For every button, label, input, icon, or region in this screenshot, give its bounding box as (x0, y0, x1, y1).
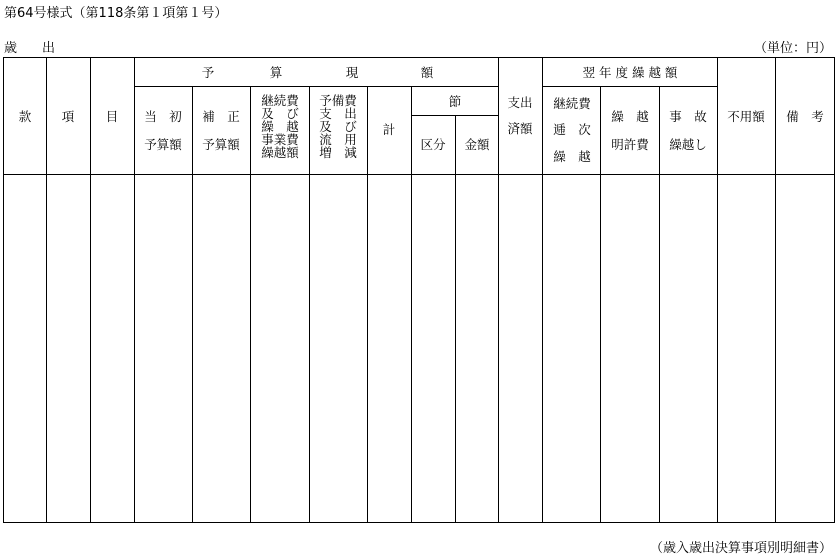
header-yobihi-line-4: 流 用 (319, 132, 357, 147)
header-keizoku-line-1: 継続費 (261, 93, 299, 108)
header-teiji-line-1: 継続費 (553, 96, 591, 111)
header-yobihi-line-2: 支 出 (319, 106, 357, 121)
header-hosei-line-1: 補 正 (202, 109, 240, 124)
header-bikou: 備 考 (786, 109, 824, 124)
header-jiko-line-2: 繰越し (669, 137, 707, 152)
header-yosan-char-3: 現 (345, 65, 359, 80)
header-yosan-char-1: 予 (201, 65, 215, 80)
header-yosan-char-4: 額 (420, 65, 434, 80)
header-moku: 目 (105, 109, 119, 124)
header-kan: 款 (18, 109, 32, 124)
footer-label: （歳入歳出決算事項別明細書） (649, 541, 832, 556)
header-yokunendo: 翌 年 度 繰 越 額 (582, 65, 678, 80)
unit-label: （単位：円） (753, 41, 832, 56)
header-hosei-line-2: 予算額 (202, 137, 240, 152)
header-jiko-line-1: 事 故 (669, 109, 707, 124)
table-grid-lines (4, 58, 835, 523)
header-shishutsu-line-1: 支出 (507, 95, 533, 110)
header-yobihi-line-1: 予備費 (319, 93, 357, 108)
header-meikyo-line-2: 明許費 (611, 137, 649, 152)
header-tousho-line-2: 予算額 (144, 137, 182, 152)
header-kou: 項 (61, 109, 75, 124)
header-setsu: 節 (448, 94, 462, 109)
header-keizoku-line-3: 繰 越 (261, 119, 299, 134)
header-yosan-char-2: 算 (269, 65, 283, 80)
header-kei: 計 (382, 122, 396, 137)
form-title: 第64号様式（第118条第１項第１号） (4, 6, 228, 21)
header-yobihi-line-5: 増 減 (319, 145, 357, 160)
header-keizoku-line-4: 事業費 (261, 132, 299, 147)
header-kubun: 区分 (420, 137, 446, 152)
header-keizoku-line-2: 及 び (261, 106, 299, 121)
header-shishutsu-line-2: 済額 (507, 121, 533, 136)
header-meikyo-line-1: 繰 越 (611, 109, 649, 124)
section-label: 歳 出 (4, 41, 62, 56)
header-fuyou: 不用額 (727, 109, 765, 124)
header-tousho-line-1: 当 初 (144, 109, 182, 124)
header-teiji-line-2: 逓 次 (553, 122, 591, 137)
header-kingaku: 金額 (464, 137, 490, 152)
header-yobihi-line-3: 及 び (319, 119, 357, 134)
header-keizoku-line-5: 繰越額 (261, 145, 299, 160)
header-teiji-line-3: 繰 越 (553, 149, 591, 164)
